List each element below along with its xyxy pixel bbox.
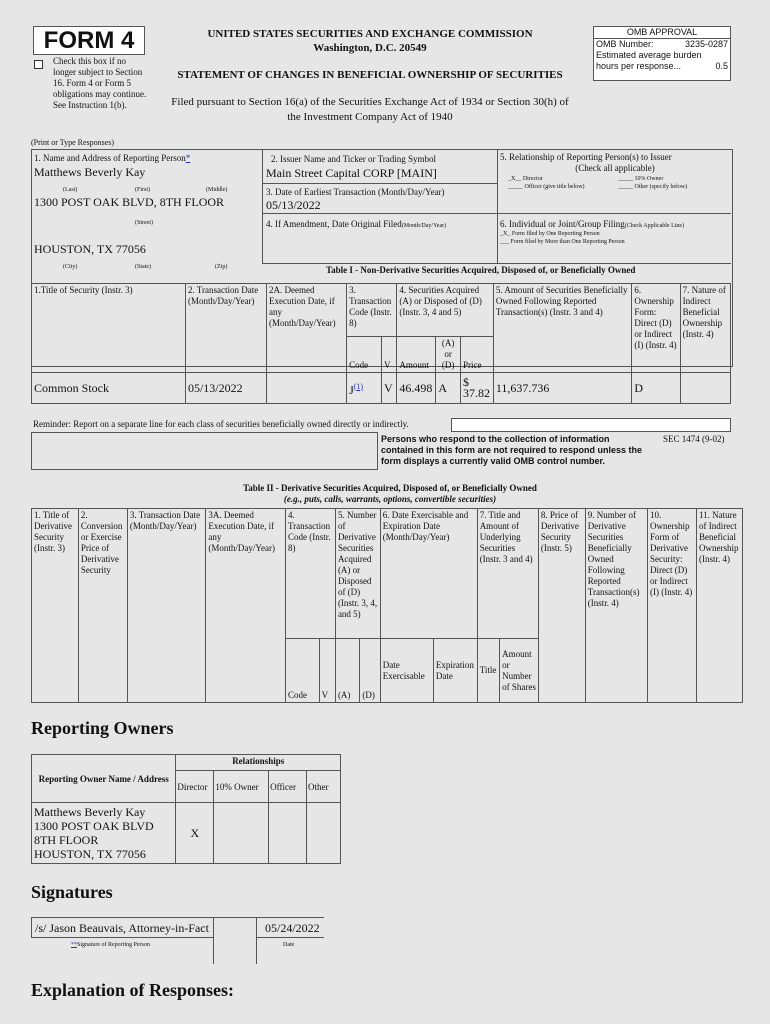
- t2-sub-title: Title: [477, 639, 499, 703]
- t2-header-nature: 11. Nature of Indirect Beneficial Ownership (Instr. 4): [696, 509, 742, 703]
- omb-burden-label: Estimated average burden: [596, 50, 702, 60]
- owners-col-ten-pct: 10% Owner: [214, 771, 269, 803]
- grid-line: [31, 937, 213, 938]
- city-label: (City): [63, 264, 78, 270]
- grid-line: [257, 937, 324, 938]
- issuer-label: 2. Issuer Name and Ticker or Trading Symbol: [271, 154, 436, 164]
- grid-line: [262, 263, 731, 264]
- owner-ten-pct-mark: [214, 803, 269, 864]
- owners-col-officer: Officer: [269, 771, 307, 803]
- explanation-heading: Explanation of Responses:: [31, 980, 235, 1000]
- t1-header-deemed: 2A. Deemed Execution Date, if any (Month/Day/Year): [267, 284, 347, 373]
- footnote-double-star-link[interactable]: **: [71, 942, 77, 948]
- t2-sub-code: Code: [285, 639, 319, 703]
- print-note: (Print or Type Responses): [31, 138, 115, 147]
- first-label: (First): [135, 187, 150, 193]
- grid-line: [262, 213, 731, 214]
- table2-title: Table II - Derivative Securities Acquired, Disposed of, or Beneficially Owned: [243, 483, 537, 493]
- omb-approval-box: [593, 26, 731, 81]
- checkbox-note: Check this box if no longer subject to Section 16. Form 4 or Form 5 obligations may continue. See Instruction 1(b).: [53, 56, 147, 110]
- reporting-person-label: 1. Name and Address of Reporting Person*: [34, 153, 191, 163]
- t1-code-value: J: [349, 382, 354, 397]
- owners-col-other: Other: [307, 771, 341, 803]
- t2-header-underlying: 7. Title and Amount of Underlying Securities (Instr. 3 and 4): [477, 509, 538, 639]
- t1-sub-price: Price: [460, 337, 493, 373]
- owners-col-director: Director: [176, 771, 214, 803]
- grid-line: [256, 918, 257, 964]
- filed-pursuant-line1: Filed pursuant to Section 16(a) of the Securities Exchange Act of 1934 or Section 30(h) of: [171, 96, 569, 108]
- t1-code: [347, 373, 382, 404]
- omb-title: OMB APPROVAL: [594, 27, 730, 39]
- owner-address: [32, 803, 176, 864]
- t1-v: V: [381, 373, 396, 404]
- filed-pursuant-line2: the Investment Company Act of 1940: [287, 111, 453, 123]
- t2-header-code: 4. Transaction Code (Instr. 8): [285, 509, 335, 639]
- earliest-transaction-label: 3. Date of Earliest Transaction (Month/Day/Year): [266, 187, 445, 197]
- reporting-person-address: 1300 POST OAK BLVD, 8TH FLOOR: [34, 195, 225, 209]
- owner-director-mark: X: [176, 803, 214, 864]
- one-person-option: _X_ Form filed by One Reporting Person: [500, 231, 600, 237]
- amendment-label-small: (Month/Day/Year): [401, 223, 447, 229]
- table2-subtitle: (e.g., puts, calls, warrants, options, convertible securities): [283, 494, 497, 504]
- t1-form: D: [632, 373, 680, 404]
- t1-header-security: 1.Title of Security (Instr. 3): [32, 284, 186, 373]
- no-longer-subject-checkbox[interactable]: [34, 60, 43, 69]
- table1-title: Table I - Non-Derivative Securities Acquired, Disposed of, or Beneficially Owned: [326, 265, 636, 275]
- owner-line2: 1300 POST OAK BLVD: [34, 819, 154, 833]
- grid-line: [31, 918, 32, 937]
- table1-non-derivative: [31, 283, 731, 404]
- reporting-owners-heading: Reporting Owners: [31, 718, 174, 738]
- grid-line: [262, 183, 497, 184]
- t2-header-dates: 6. Date Exercisable and Expiration Date (Month/Day/Year): [380, 509, 477, 639]
- table2-derivative: [31, 508, 743, 703]
- t1-header-nature: 7. Nature of Indirect Beneficial Ownership (Instr. 4): [680, 284, 730, 373]
- reminder-text: Reminder: Report on a separate line for each class of securities beneficially owned directly or indirectly.: [33, 419, 409, 429]
- state-label: (State): [135, 264, 151, 270]
- grid-line: [213, 918, 214, 964]
- t1-date: 05/13/2022: [185, 373, 266, 404]
- owners-relationships: Relationships: [176, 755, 341, 771]
- earliest-transaction-date: 05/13/2022: [266, 198, 321, 212]
- form-title: FORM 4: [33, 26, 145, 55]
- t2-header-ownership-form: 10. Ownership Form of Derivative Security: Direct (D) or Indirect (I) (Instr. 4): [648, 509, 697, 703]
- t2-header-number: 5. Number of Derivative Securities Acquired (A) or Disposed of (D) (Instr. 3, 4, and 5): [335, 509, 380, 639]
- owner-line4: HOUSTON, TX 77056: [34, 847, 146, 861]
- t1-a-or-d: A: [436, 373, 461, 404]
- omb-hours-value: 0.5: [715, 61, 728, 71]
- signature-label: **Signature of Reporting Person: [71, 942, 150, 948]
- signature-block: [31, 917, 324, 964]
- footnote-1-link[interactable]: (1): [353, 381, 364, 391]
- t1-header-code: 3. Transaction Code (Instr. 8): [347, 284, 397, 337]
- reporting-person-name: Matthews Beverly Kay: [34, 165, 146, 179]
- t1-deemed: [267, 373, 347, 404]
- zip-label: (Zip): [215, 264, 228, 270]
- t2-header-transaction-date: 3. Transaction Date (Month/Day/Year): [127, 509, 206, 703]
- t1-nature: [680, 373, 730, 404]
- ten-pct-owner-option: _____ 10% Owner: [618, 176, 664, 182]
- last-label: (Last): [63, 187, 78, 193]
- omb-number-row: [594, 39, 730, 50]
- reporting-person-city: HOUSTON, TX 77056: [34, 242, 146, 256]
- t2-sub-d: (D): [360, 639, 380, 703]
- t2-sub-v: V: [319, 639, 335, 703]
- t1-header-ownership-form: 6. Ownership Form: Direct (D) or Indirect (I) (Instr. 4): [632, 284, 680, 373]
- omb-hours-row: [594, 61, 730, 72]
- t1-header-securities: 4. Securities Acquired (A) or Disposed of (D) (Instr. 3, 4 and 5): [397, 284, 493, 337]
- t1-amount: 46.498: [397, 373, 436, 404]
- agency-location: Washington, D.C. 20549: [313, 42, 427, 54]
- t2-header-owned: 9. Number of Derivative Securities Beneficially Owned Following Reported Transaction(s) (Instr. 4): [585, 509, 647, 703]
- amendment-label: 4. If Amendment, Date Original Filed(Month/Day/Year): [266, 219, 447, 229]
- owners-col-name: Reporting Owner Name / Address: [32, 755, 176, 803]
- signatures-heading: Signatures: [31, 882, 113, 902]
- t1-sub-a-or-d: (A) or (D): [436, 337, 461, 373]
- statement-title: STATEMENT OF CHANGES IN BENEFICIAL OWNERSHIP OF SECURITIES: [177, 69, 563, 81]
- t1-sub-amount: Amount: [397, 337, 436, 373]
- t2-header-conversion: 2. Conversion or Exercise Price of Derivative Security: [78, 509, 127, 703]
- t2-sub-amount: Amount or Number of Shares: [500, 639, 539, 703]
- signer-name: /s/ Jason Beauvais, Attorney-in-Fact: [35, 921, 209, 935]
- t2-header-title: 1. Title of Derivative Security (Instr. 3): [32, 509, 79, 703]
- persons-respond-note: Persons who respond to the collection of information contained in this form are not required to respond unless the form displays a currently valid OMB control number.: [381, 434, 643, 466]
- t2-header-price: 8. Price of Derivative Security (Instr. 5): [538, 509, 585, 703]
- sec-code: SEC 1474 (9-02): [663, 434, 725, 444]
- reminder-field: [451, 418, 731, 432]
- filing-type-label-small: (Check Applicable Line): [624, 223, 685, 229]
- owner-other-mark: [307, 803, 341, 864]
- signature-date: 05/24/2022: [265, 921, 320, 935]
- t1-header-amount-owned: 5. Amount of Securities Beneficially Owned Following Reported Transaction(s) (Instr. 3 and 4): [493, 284, 632, 373]
- grid-line: [497, 149, 498, 263]
- owner-line3: 8TH FLOOR: [34, 833, 99, 847]
- owner-line1: Matthews Beverly Kay: [34, 805, 146, 819]
- other-option: _____ Other (specify below): [618, 184, 688, 190]
- omb-number-value: 3235-0287: [684, 39, 728, 49]
- owner-officer-mark: [269, 803, 307, 864]
- relationship-label: 5. Relationship of Reporting Person(s) to Issuer: [500, 152, 672, 162]
- t1-security: Common Stock: [32, 373, 186, 404]
- omb-hours-label: hours per response...: [596, 61, 682, 71]
- t2-sub-expiration: Expiration Date: [433, 639, 477, 703]
- t1-owned: 11,637.736: [493, 373, 632, 404]
- t2-sub-a: (A): [335, 639, 359, 703]
- director-option: _X__ Director: [508, 176, 543, 182]
- more-person-option: ___ Form filed by More than One Reporting Person: [500, 239, 625, 245]
- filing-type-label: 6. Individual or Joint/Group Filing(Check Applicable Line): [500, 219, 685, 229]
- t1-header-date: 2. Transaction Date (Month/Day/Year): [185, 284, 266, 373]
- grid-line: [262, 149, 263, 263]
- agency-name: UNITED STATES SECURITIES AND EXCHANGE COMMISSION: [207, 28, 533, 40]
- footnote-star-link[interactable]: *: [185, 153, 191, 163]
- table-row: [32, 803, 341, 864]
- officer-option: _____ Officer (give title below): [508, 184, 585, 190]
- street-label: (Street): [135, 220, 153, 226]
- omb-number-label: OMB Number:: [596, 39, 654, 49]
- check-all-label: (Check all applicable): [575, 163, 655, 173]
- t1-sub-code: Code: [347, 337, 382, 373]
- middle-label: (Middle): [206, 187, 228, 193]
- issuer-name: Main Street Capital CORP [MAIN]: [266, 166, 437, 180]
- reporting-owners-table: [31, 754, 341, 864]
- t2-header-deemed: 3A. Deemed Execution Date, if any (Month/Day/Year): [206, 509, 286, 703]
- t1-price: $ 37.82: [460, 373, 493, 404]
- notice-blank-box: [31, 432, 378, 470]
- t1-sub-v: V: [381, 337, 396, 373]
- date-label: Date: [283, 942, 295, 948]
- t2-sub-exercisable: Date Exercisable: [380, 639, 433, 703]
- table-row: [32, 373, 731, 404]
